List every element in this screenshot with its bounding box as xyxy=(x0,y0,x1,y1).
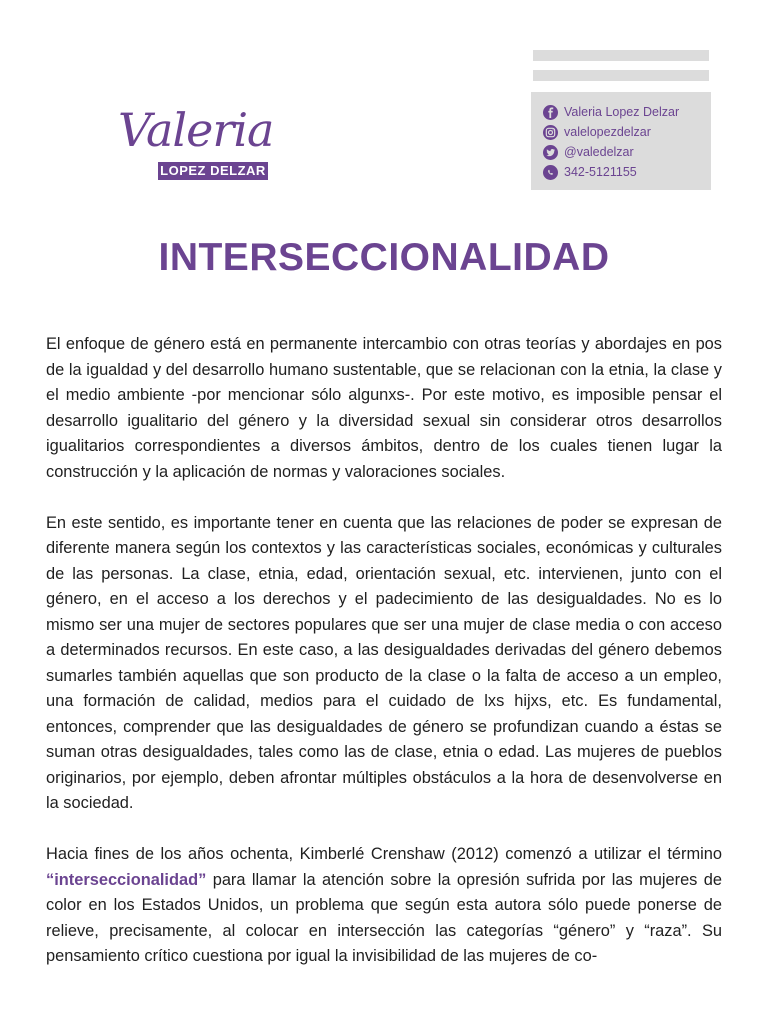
highlight-term: “interseccionalidad” xyxy=(46,870,207,889)
contact-instagram-text: valelopezdelzar xyxy=(564,125,651,139)
logo-band-name: LOPEZ DELZAR xyxy=(158,162,268,180)
contact-twitter-text: @valedelzar xyxy=(564,145,634,159)
decorative-bar-top xyxy=(533,50,709,61)
contact-instagram[interactable] xyxy=(543,122,711,142)
contact-whatsapp[interactable] xyxy=(543,162,711,182)
contact-twitter[interactable] xyxy=(543,142,711,162)
whatsapp-icon xyxy=(543,165,558,180)
facebook-icon xyxy=(543,105,558,120)
paragraph-3-start: Hacia fines de los años ochenta, Kimberlé Crenshaw (2012) comenzó a utilizar el término xyxy=(46,845,722,863)
contact-box xyxy=(531,92,711,190)
instagram-icon xyxy=(543,125,558,140)
paragraph-3 xyxy=(46,842,722,970)
logo-script-name: Valeria xyxy=(118,103,274,157)
paragraph-2: En este sentido, es importante tener en cuenta que las relaciones de poder se expresan de diferente manera según los contextos y las características sociales, económicas y culturales de las personas. La clase, etnia, edad, orientación sexual, etc. intervienen, junto con el género, en el acceso a los derechos y el padecimiento de las desigualdades. No es lo mismo ser una mujer de sectores populares que ser una mujer de clase media o con acceso a determinados recursos. En este caso, a las desigualdades derivadas del género debemos sumarles también aquellas que son producto de la clase o la falta de acceso a un empleo, una formación de calidad, medios para el cuidado de lxs hijxs, etc. Es fundamental, entonces, comprender que las desigualdades de género se profundizan cuando a éstas se suman otras desigualdades, tales como las de clase, etnia o edad. Las mujeres de pueblos originarios, por ejemplo, deben afrontar múltiples obstáculos a la hora de desenvolverse en la sociedad. xyxy=(46,513,722,812)
article-body xyxy=(46,332,722,995)
contact-facebook-text: Valeria Lopez Delzar xyxy=(564,105,680,119)
paragraph-1: El enfoque de género está en permanente intercambio con otras teorías y abordajes en pos de la igualdad y del desarrollo humano sustentable, que se relacionan con la etnia, la clase y el medio ambiente -por mencionar sólo algunxs-. Por este motivo, es imposible pensar el desarrollo igualitario del género y la diversidad sexual sin considerar otros desarrollos igualitarios correspondientes a diversos ámbitos, dentro de los cuales tienen lugar la construcción y la aplicación de normas y valoraciones sociales. xyxy=(46,335,722,481)
twitter-icon xyxy=(543,145,558,160)
brand-logo xyxy=(118,100,278,190)
contact-whatsapp-text: 342-5121155 xyxy=(564,165,637,179)
page-title: INTERSECCIONALIDAD xyxy=(158,236,610,279)
paragraph-3-end: para llamar la atención sobre la opresión sufrida por las mujeres de color en los Estados Unidos, un problema que según esta autora sólo puede ponerse de relieve, precisamente, al colocar en intersección las categorías “género” y “raza”. Su pensamiento crítico cuestiona por igual la invisibilidad de las mujeres de co- xyxy=(46,870,722,965)
decorative-bar-middle xyxy=(533,70,709,81)
contact-facebook[interactable] xyxy=(543,102,711,122)
